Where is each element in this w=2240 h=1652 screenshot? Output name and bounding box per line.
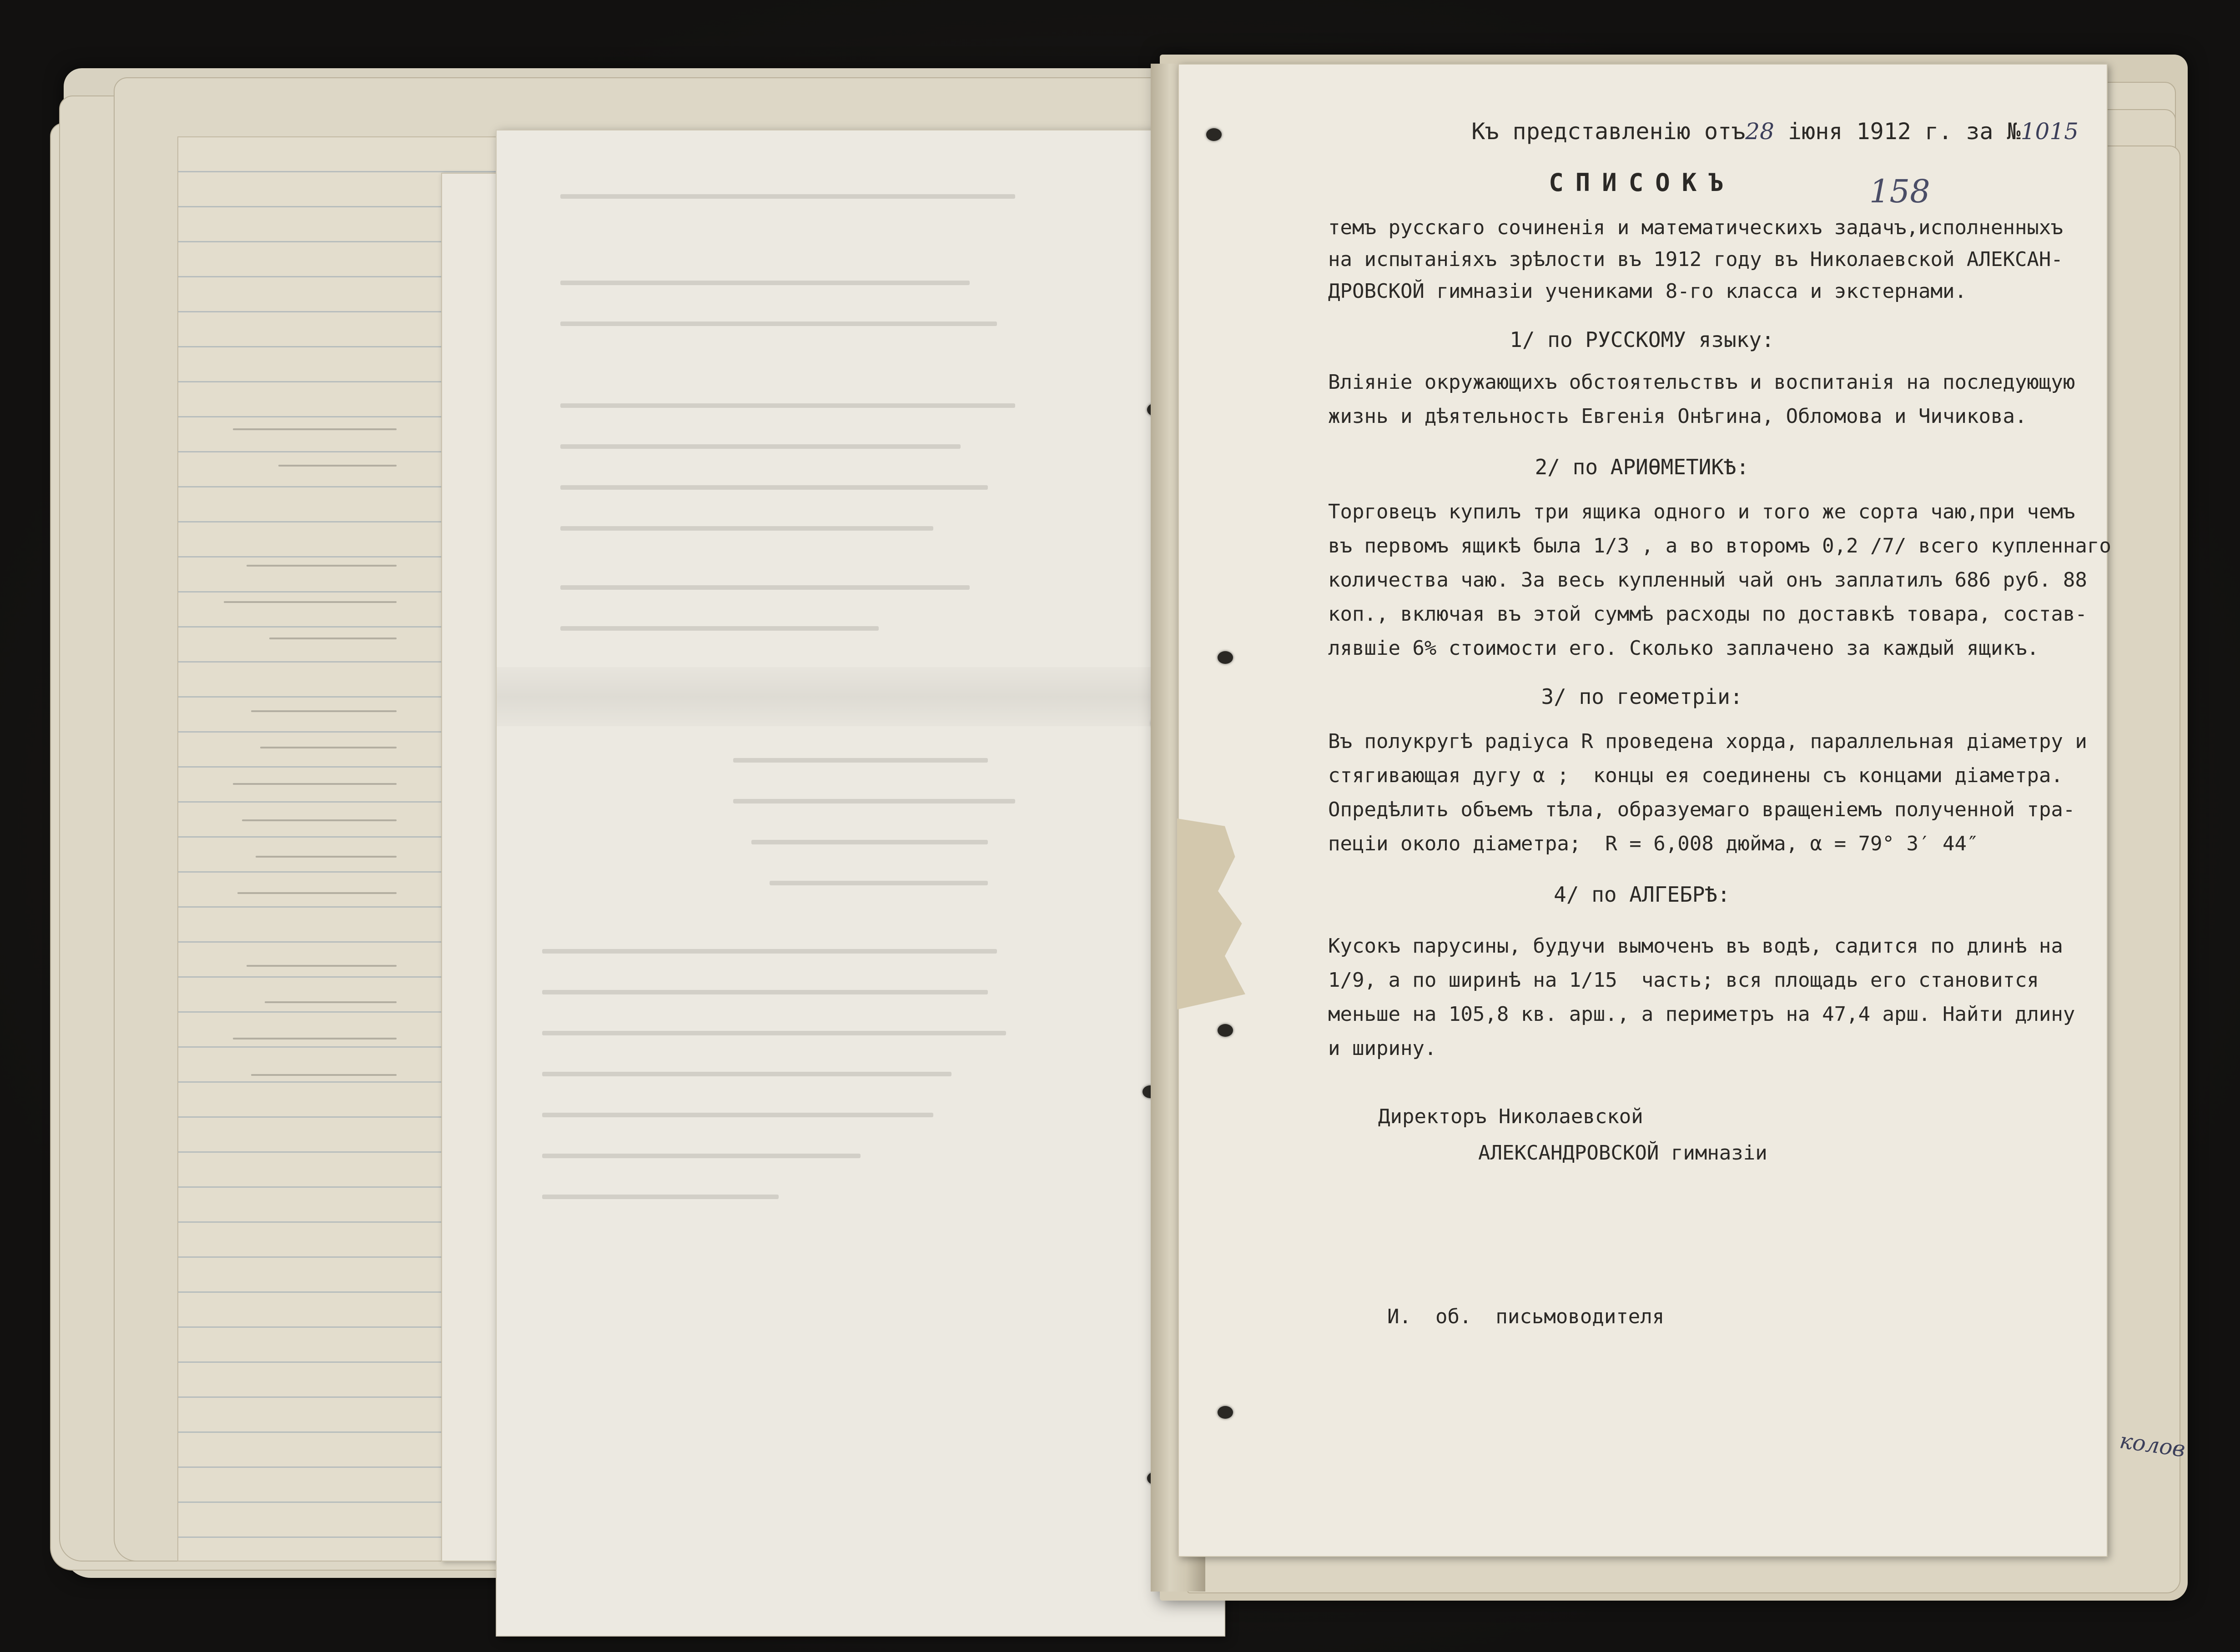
signature-director: Директоръ Николаевской bbox=[1378, 1105, 1643, 1128]
faint-text-line bbox=[560, 626, 879, 631]
faint-text-line bbox=[560, 526, 933, 531]
faint-text-line bbox=[560, 321, 997, 326]
handwriting-stroke bbox=[256, 856, 397, 858]
section-line: 1/9, а по ширинѣ на 1/15 часть; вся площадь его становится bbox=[1328, 969, 2039, 992]
handwriting-stroke bbox=[242, 819, 397, 821]
reference-line bbox=[1178, 118, 2079, 145]
handwriting-stroke bbox=[233, 1038, 397, 1039]
handwriting-stroke bbox=[247, 965, 397, 967]
handwriting-stroke bbox=[269, 638, 397, 639]
handwriting-stroke bbox=[260, 747, 397, 748]
faint-text-line bbox=[560, 485, 988, 490]
section-line: стягивающая дугу α ; концы ея соединены съ концами діаметра. bbox=[1328, 764, 2063, 787]
section-line: въ первомъ ящикѣ была 1/3 , а во второмъ 0,2 /7/ всего купленнаго bbox=[1328, 534, 2111, 557]
handwritten-number: 1015 bbox=[2020, 118, 2079, 145]
faint-text-line bbox=[542, 949, 997, 954]
section-line: коп., включая въ этой суммѣ расходы по доставкѣ товара, состав- bbox=[1328, 603, 2087, 626]
section-heading-algebra: 4/ по АЛГЕБРѢ: bbox=[1554, 882, 1730, 907]
faint-text-line bbox=[560, 281, 970, 285]
handwritten-date: 28 bbox=[1745, 118, 1774, 145]
page-fold bbox=[497, 667, 1224, 726]
handwriting-stroke bbox=[247, 565, 397, 567]
faint-text-line bbox=[560, 585, 970, 590]
section-line: и ширину. bbox=[1328, 1037, 1437, 1060]
faint-text-line bbox=[542, 1072, 951, 1076]
handwriting-stroke bbox=[251, 1074, 397, 1076]
section-line: Вліяніе окружающихъ обстоятельствъ и воспитанія на последующую bbox=[1328, 371, 2075, 394]
faint-text-line bbox=[560, 403, 1015, 408]
handwriting-stroke bbox=[278, 465, 397, 467]
intro-line: темъ русскаго сочиненія и математическихъ задачъ,исполненныхъ bbox=[1328, 216, 2063, 239]
section-line: Въ полукругѣ радіуса R проведена хорда, параллельная діаметру и bbox=[1328, 730, 2087, 753]
edge-handwriting: колов bbox=[2118, 1428, 2187, 1462]
signature-gymnasium: АЛЕКСАНДРОВСКОЙ гимназіи bbox=[1478, 1141, 1767, 1165]
section-heading-russian: 1/ по РУССКОМУ языку: bbox=[1510, 327, 1774, 352]
faint-text-line bbox=[560, 194, 1015, 199]
faint-text-line bbox=[733, 799, 1015, 803]
left-page-stack bbox=[64, 68, 1183, 1578]
document-title: СПИСОКЪ bbox=[1549, 168, 1735, 197]
handwriting-stroke bbox=[237, 892, 397, 894]
faint-text-line bbox=[751, 840, 988, 844]
faint-text-line bbox=[770, 881, 988, 885]
handwriting-stroke bbox=[233, 428, 397, 430]
section-heading-geometry: 3/ по геометріи: bbox=[1541, 684, 1743, 709]
section-line: лявшіе 6% стоимости его. Сколько заплачено за каждый ящикъ. bbox=[1328, 637, 2039, 660]
faint-text-line bbox=[542, 1154, 861, 1158]
section-line: Опредѣлить объемъ тѣла, образуемаго вращеніемъ полученной тра- bbox=[1328, 798, 2075, 821]
section-line: жизнь и дѣятельность Евгенія Онѣгина, Обломова и Чичикова. bbox=[1328, 405, 2027, 428]
faint-text-line bbox=[542, 1113, 933, 1117]
section-line: Кусокъ парусины, будучи вымоченъ въ водѣ, садится по длинѣ на bbox=[1328, 934, 2063, 958]
section-heading-arithmetic: 2/ по АРИѲМЕТИКѢ: bbox=[1535, 455, 1749, 479]
handwritten-page-number: 158 bbox=[1869, 173, 1930, 210]
reference-month-year: іюня 1912 г. за № bbox=[1788, 118, 2021, 145]
exam-topics-list bbox=[1178, 64, 2111, 1555]
faint-text-line bbox=[560, 444, 961, 449]
section-line: пеціи около діаметра; R = 6,008 дюйма, α = 79° 3′ 44″ bbox=[1328, 832, 1979, 855]
intro-line: ДРОВСКОЙ гимназіи учениками 8-го класса и экстернами. bbox=[1328, 280, 1967, 303]
handwriting-stroke bbox=[224, 601, 397, 603]
blank-facing-page bbox=[496, 130, 1225, 1637]
signature-secretary: И. об. письмоводителя bbox=[1387, 1305, 1665, 1328]
faint-text-line bbox=[542, 1031, 1006, 1035]
section-line: количества чаю. За весь купленный чай онъ заплатилъ 686 руб. 88 bbox=[1328, 568, 2087, 592]
handwriting-stroke bbox=[233, 783, 397, 785]
faint-text-line bbox=[542, 1195, 779, 1199]
intro-line: на испытаніяхъ зрѣлости въ 1912 году въ Николаевской АЛЕКСАН- bbox=[1328, 248, 2063, 271]
section-line: Торговецъ купилъ три ящика одного и того же сорта чаю,при чемъ bbox=[1328, 500, 2075, 523]
section-line: меньше на 105,8 кв. арш., а периметръ на 47,4 арш. Найти длину bbox=[1328, 1003, 2075, 1026]
reference-prefix: Къ представленію отъ bbox=[1471, 118, 1746, 145]
handwriting-stroke bbox=[251, 710, 397, 712]
handwriting-stroke bbox=[265, 1001, 397, 1003]
faint-text-line bbox=[733, 758, 988, 763]
faint-text-line bbox=[542, 990, 988, 994]
